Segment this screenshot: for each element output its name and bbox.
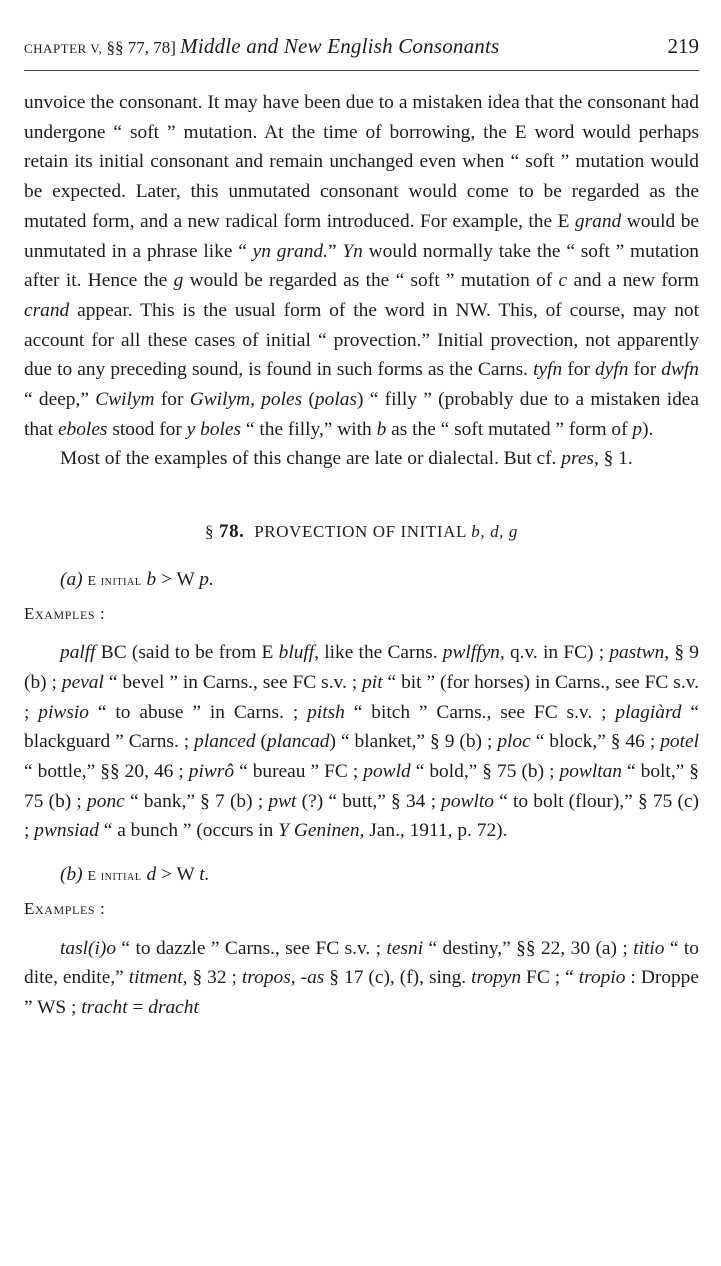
text-run: would normally take the “ soft ” mutation after it. Hence the [24,240,699,292]
example-word: tropyn [471,967,522,989]
example-word: ploc [497,731,531,753]
word-yn: Yn [342,240,363,262]
text-run: ( [255,731,267,753]
paragraph-late-dialectal [24,444,699,474]
text-run: “ the filly,” with [241,418,377,440]
word-gwilym-poles: Gwilym, poles [189,389,303,411]
target-language: W [176,568,195,590]
word-polas: polas [314,389,357,411]
section-symbol: § [205,522,215,542]
text-run: § 32 ; [187,967,242,989]
subsection-marker: (a) [60,568,83,590]
word-eboles: eboles [57,418,108,440]
text-run: ) “ blanket,” § 9 (b) ; [329,731,498,753]
spacer [24,846,699,858]
text-run: for [562,359,596,381]
word-grand: grand [574,210,622,232]
word-dyfn: dyfn [595,359,629,381]
example-word: piwrô [188,761,235,783]
text-run: “ a bunch ” (occurs in [98,820,279,842]
text-run: “ blackguard ” Carns. ; [24,701,699,753]
running-title: Middle and New English Consonants [180,34,500,58]
example-word: tropio [578,967,626,989]
example-word: pwlffyn, [442,642,505,664]
text-run: “ bank,” § 7 (b) ; [124,790,269,812]
running-head [24,34,699,59]
chapter-label: CHAPTER V, [24,41,103,56]
example-word: pwt [268,790,297,812]
example-word: powld [363,761,411,783]
example-word: titio [633,937,665,959]
example-word: pwnsiad [34,820,99,842]
example-word: plagiàrd [615,701,682,723]
text-run: “ bolt,” § 75 (b) ; [24,761,699,812]
text-run: unvoice the consonant. It may have been due to a mistaken idea that the consonant had undergone “ soft ” mutation. At the time of borrowing, the E word would perhaps retain its initial consonant and remain unchanged even when “ soft ” mutation would be expected. Later, this unmutated consonant would come to be regarded as the mutated form, and a new radical form introduced. For example, the E [24,92,699,232]
example-word: titment, [128,967,188,989]
text-run: q.v. in FC) ; [504,642,610,664]
example-word: ponc [87,790,125,812]
text-run: § 1. [598,448,633,470]
text-run: like the Carns. [319,642,443,664]
text-run: “ to dite, endite,” [24,937,699,989]
text-run: = [127,996,149,1018]
text-run: “ to dazzle ” Carns., see FC s.v. ; [116,937,387,959]
example-word: tesni [386,937,424,959]
text-run: “ bitch ” Carns., see FC s.v. ; [344,701,616,723]
example-word: tracht [81,996,128,1018]
subsection-label: E initial [87,869,142,885]
text-run: appear. This is the usual form of the word in NW. This, of course, may not account for all these cases of initial “ provection.” Initial provection, not apparently due to any preceding sound, is found in such forms as the Carns. [24,299,699,381]
text-run: would be regarded as the “ soft ” mutation of [183,270,559,292]
source-letter: b [146,568,157,590]
example-word: powltan [559,761,622,783]
paragraph-provection [24,88,699,444]
letter-b: b [376,418,387,440]
phrase-y-boles: y boles [186,418,242,440]
text-run: would be unmutated in a phrase like “ [24,210,699,262]
example-word: pit [362,671,383,693]
text-run: ” [327,240,343,262]
example-word: tropos, -as [241,967,325,989]
section-title: PROVECTION OF INITIAL [254,522,467,542]
subsection-label: E initial [87,573,142,589]
example-word: piwsio [38,701,89,723]
example-word: Y Geninen, [278,820,365,842]
page-body [24,88,699,1023]
text-run: § 17 (c), (f), sing. [324,967,472,989]
text-run: “ to bolt (flour),” § 75 (c) ; [24,790,699,842]
text-run: : Droppe ” WS ; [24,967,699,1018]
header-rule [24,70,699,71]
word-tyfn: tyfn [533,359,563,381]
text-run: “ bevel ” in Carns., see FC s.v. ; [103,671,363,693]
text-run: BC (said to be from E [95,642,279,664]
examples-heading-a: Examples : [24,603,106,623]
text-run: “ bit ” (for horses) in Carns., see FC s.v. ; [24,671,699,723]
text-run: and a new form [567,270,699,292]
example-word: pitsh [307,701,345,723]
target-letter: t. [199,864,210,886]
example-word: potel [660,731,699,753]
section-heading [24,517,699,547]
section-range: §§ 77, 78] [106,38,176,57]
text-run: § 9 (b) ; [24,642,699,693]
text-run: stood for [107,418,187,440]
text-run: Jan., 1911, p. 72). [364,820,508,842]
text-run: ). [642,418,654,440]
text-run: ) “ filly ” (probably due to a mistaken idea that [24,389,699,440]
word-crand: crand [24,299,70,321]
section-letters: b, d, g [471,522,518,542]
target-letter: p. [199,568,214,590]
letter-p: p [632,418,643,440]
phrase-yn-grand: yn grand. [252,240,328,262]
example-word: powlto [441,790,494,812]
text-run: “ deep,” [24,389,96,411]
subsection-a-heading [24,565,699,597]
section-number: 78. [218,521,245,543]
text-run: “ bottle,” §§ 20, 46 ; [24,761,189,783]
examples-list-b [24,934,699,1023]
word-pres: pres, [561,448,599,470]
text-run: “ destiny,” §§ 22, 30 (a) ; [423,937,634,959]
greater-than-sign: > [161,568,172,590]
text-run: “ bureau ” FC ; [234,761,364,783]
text-run: (?) “ butt,” § 34 ; [296,790,442,812]
subsection-b-heading [24,860,699,892]
example-word: tasl(i)o [60,937,117,959]
example-word: palff [60,642,96,664]
source-letter: d [146,864,157,886]
text-run: “ to abuse ” in Carns. ; [88,701,308,723]
target-language: W [176,864,195,886]
subsection-marker: (b) [60,864,83,886]
example-word: planced [194,731,256,753]
examples-heading-b: Examples : [24,898,106,918]
example-word: plancad [267,731,330,753]
text-run: FC ; “ [521,967,579,989]
example-word: bluff, [278,642,320,664]
greater-than-sign: > [161,864,172,886]
text-run: for [154,389,190,411]
text-run: ( [302,389,315,411]
word-dwfn: dwfn [661,359,699,381]
text-run: “ bold,” § 75 (b) ; [410,761,560,783]
word-cwilym: Cwilym [95,389,155,411]
examples-list-a [24,638,699,846]
text-run: as the “ soft mutated ” form of [386,418,633,440]
page-number: 219 [667,34,699,58]
example-word: peval [61,671,104,693]
running-head-left [24,34,499,59]
text-run: “ block,” § 46 ; [530,731,661,753]
letter-g: g [173,270,184,292]
letter-c: c [558,270,568,292]
text-run: for [628,359,662,381]
text-run: Most of the examples of this change are late or dialectal. But cf. [60,448,562,470]
example-word: dracht [148,996,199,1018]
example-word: pastwn, [609,642,670,664]
